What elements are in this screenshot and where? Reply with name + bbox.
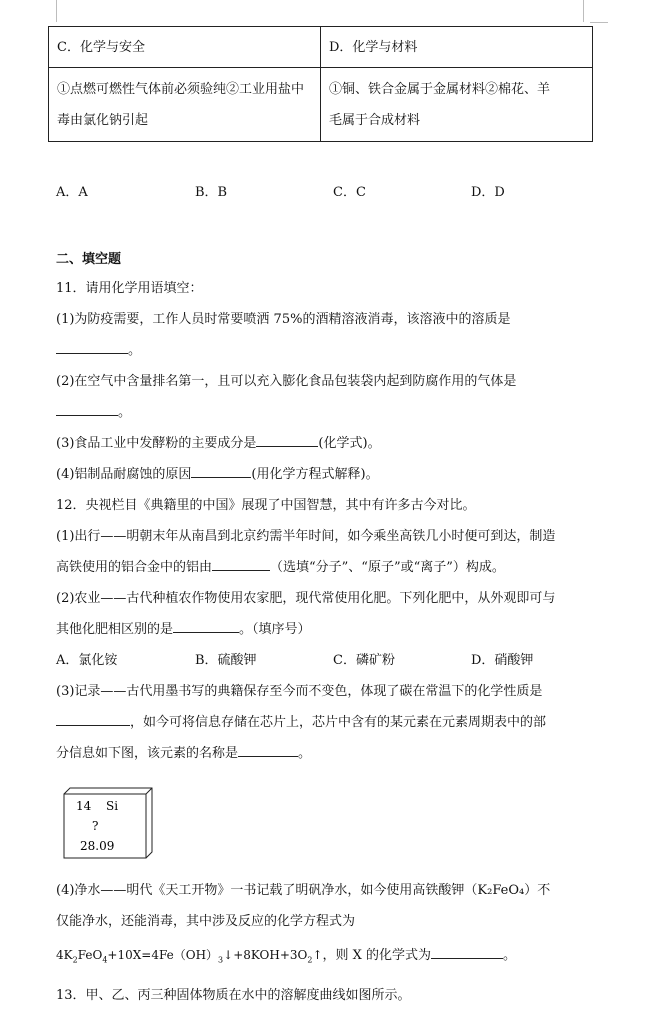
q12-part1-line1: (1)出行——明朝末年从南昌到北京约需半年时间，如今乘坐高铁几小时便可到达，制造 <box>56 529 556 544</box>
q11-blank-4[interactable] <box>191 465 251 478</box>
q11-blank-3[interactable] <box>256 434 318 447</box>
q12-option-c[interactable]: C．磷矿粉 <box>333 653 395 668</box>
q11-part1-end: 。 <box>128 343 142 358</box>
q11-part4-end: (用化学方程式解释)。 <box>251 467 379 482</box>
q12-part1-line2 <box>56 556 505 575</box>
table-head-right: D．化学与材料 <box>321 27 593 68</box>
q10-option-a[interactable]: A．A <box>56 185 88 200</box>
table-cell-left <box>49 68 321 142</box>
q12-part3-line1: (3)记录——古代用墨书写的典籍保存至今而不变色，体现了碳在常温下的化学性质是 <box>56 684 543 699</box>
q12-blank-5[interactable] <box>431 946 503 959</box>
q12-part3-line3 <box>56 742 311 761</box>
q12-option-d[interactable]: D．硝酸钾 <box>471 653 534 668</box>
q11-part3 <box>56 432 381 451</box>
q12-part3-end: 。 <box>298 746 312 761</box>
q12-part1-end: （选填“分子”、“原子”或“离子”）构成。 <box>270 560 505 575</box>
page-corner-mark-left <box>56 0 57 22</box>
q11-stem: 11．请用化学用语填空： <box>56 281 203 296</box>
q11-part2-end: 。 <box>118 405 132 420</box>
q12-stem: 12．央视栏目《典籍里的中国》展现了中国智慧，其中有许多古今对比。 <box>56 498 476 513</box>
q11-blank-1[interactable] <box>56 341 128 354</box>
q10-option-d[interactable]: D．D <box>471 185 505 200</box>
q11-blank-2[interactable] <box>56 403 118 416</box>
q12-part4-line2: 仅能净水，还能消毒，其中涉及反应的化学方程式为 <box>56 914 356 929</box>
q12-blank-4[interactable] <box>238 744 298 757</box>
q12-equation-tail: ，则 X 的化学式为 <box>322 948 432 963</box>
table-cell-right-line2: 毛属于合成材料 <box>329 112 421 128</box>
q12-blank-2[interactable] <box>173 620 239 633</box>
element-number: 14 <box>76 799 92 813</box>
q11-part4-text: (4)铝制品耐腐蚀的原因 <box>56 467 192 482</box>
q11-part1-line1: (1)为防疫需要，工作人员时常要喷洒 75%的酒精溶液消毒，该溶液中的溶质是 <box>56 312 511 327</box>
q12-equation-end: 。 <box>503 948 517 963</box>
q12-option-b[interactable]: B．硫酸钾 <box>195 653 257 668</box>
element-name: ? <box>92 819 99 833</box>
q11-part4 <box>56 463 379 482</box>
q10-option-b[interactable]: B．B <box>195 185 228 200</box>
q11-part2-line2 <box>56 401 131 420</box>
q12-part2-line2 <box>56 618 311 637</box>
q12-part2-text: 其他化肥相区别的是 <box>56 622 174 637</box>
q12-part2-line1: (2)农业——古代种植农作物使用农家肥，现代常使用化肥。下列化肥中，从外观即可与 <box>56 591 556 606</box>
section-title: 二、填空题 <box>56 252 122 267</box>
q11-part3-text: (3)食品工业中发酵粉的主要成分是 <box>56 436 257 451</box>
q11-part1-line2 <box>56 339 141 358</box>
element-mass: 28.09 <box>80 839 115 853</box>
table-cell-right-line1: ①铜、铁合金属于金属材料②棉花、羊 <box>329 81 551 97</box>
page-corner-mark-right-h <box>590 22 608 23</box>
q11-part3-end: (化学式)。 <box>318 436 381 451</box>
element-symbol: Si <box>106 799 119 813</box>
q12-part3-line2 <box>56 711 546 730</box>
q12-equation <box>56 944 516 964</box>
q12-part2-end: 。（填序号） <box>239 622 311 637</box>
q12-option-a[interactable]: A．氯化铵 <box>56 653 118 668</box>
options-table <box>48 26 593 142</box>
q13-stem: 13．甲、乙、丙三种固体物质在水中的溶解度曲线如图所示。 <box>56 988 411 1003</box>
equation-formula: $4K_2FeO_4+10X=4Fe(OH)_3↓+8KOH+3O_2↑$ <box>56 948 323 965</box>
q12-blank-1[interactable] <box>212 558 270 571</box>
q12-blank-3[interactable] <box>56 713 130 726</box>
q10-option-c[interactable]: C．C <box>333 185 366 200</box>
table-head-left: C．化学与安全 <box>49 27 321 68</box>
q12-part4-line1: (4)净水——明代《天工开物》一书记载了明矾净水，如今使用高铁酸钾（K₂FeO₄）不 <box>56 883 551 898</box>
q12-part3-text: ，如今可将信息存储在芯片上，芯片中含有的某元素在元素周期表中的部 <box>130 715 547 730</box>
table-cell-right <box>321 68 593 142</box>
q12-part3-text2: 分信息如下图，该元素的名称是 <box>56 746 239 761</box>
table-cell-left-line1: ①点燃可燃性气体前必须验纯②工业用盐中 <box>57 81 305 97</box>
q11-part2-line1: (2)在空气中含量排名第一，且可以充入膨化食品包装袋内起到防腐作用的气体是 <box>56 374 517 389</box>
table-cell-left-line2: 毒由氯化钠引起 <box>57 112 149 128</box>
q12-part1-text: 高铁使用的铝合金中的铝由 <box>56 560 213 575</box>
page-corner-mark-right <box>583 0 584 22</box>
element-cell-diagram <box>60 782 156 862</box>
